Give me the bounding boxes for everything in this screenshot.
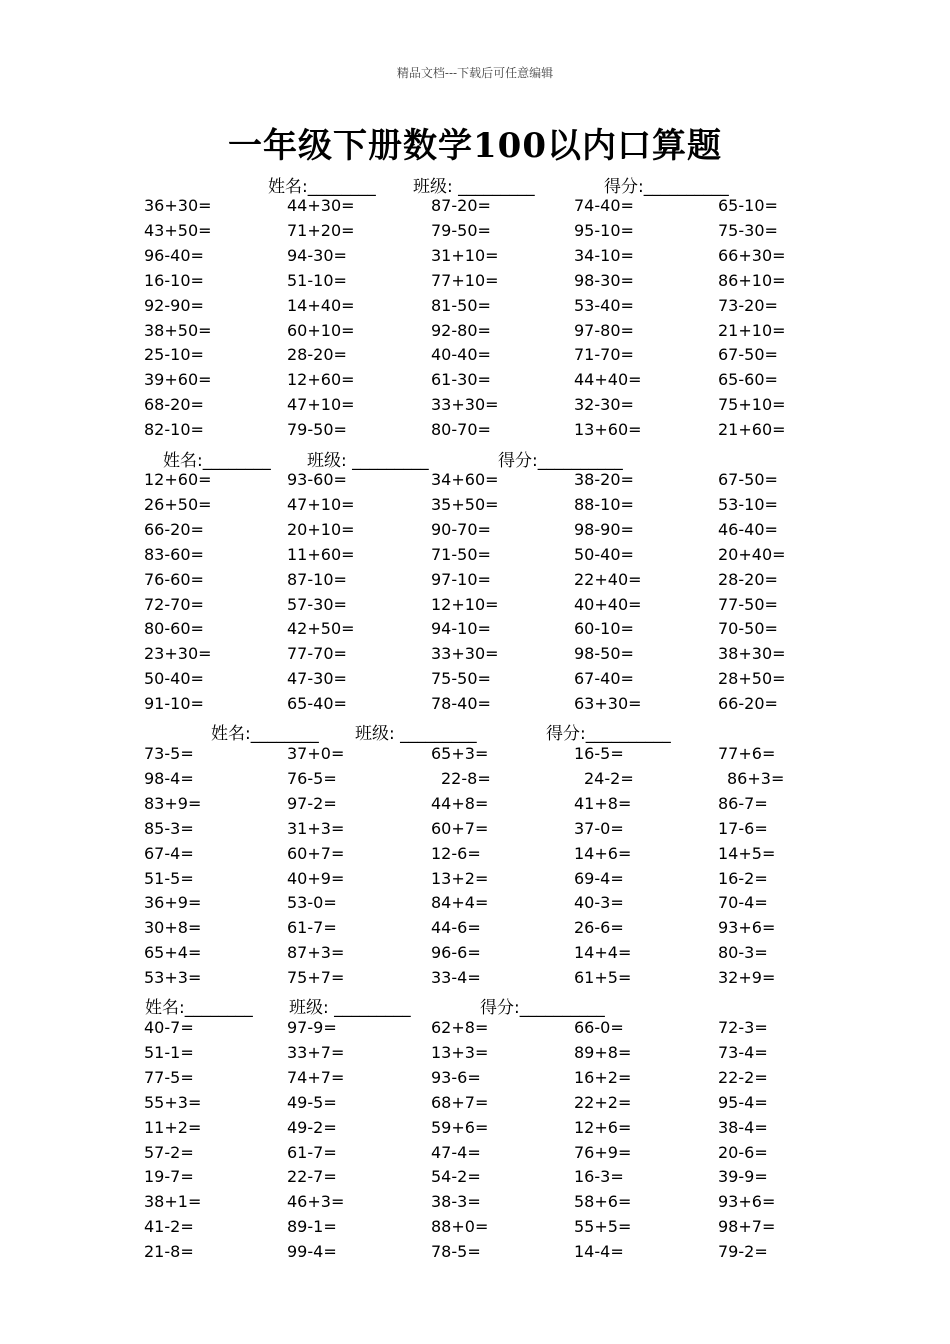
math-problem: 16-5=	[574, 744, 624, 763]
score-field: 得分:__________	[546, 724, 671, 744]
problem-row	[0, 246, 950, 271]
math-problem: 93-6=	[431, 1068, 481, 1087]
math-problem: 89+8=	[574, 1043, 632, 1062]
math-problem: 47-4=	[431, 1143, 481, 1162]
math-problem: 81-50=	[431, 296, 491, 315]
problem-row	[0, 819, 950, 844]
math-problem: 83+9=	[144, 794, 202, 813]
math-problem: 46-40=	[718, 520, 778, 539]
math-problem: 35+50=	[431, 495, 499, 514]
problem-row	[0, 1043, 950, 1068]
math-problem: 68+7=	[431, 1093, 489, 1112]
math-problem: 49-5=	[287, 1093, 337, 1112]
name-field: 姓名:________	[145, 998, 253, 1018]
math-problem: 84+4=	[431, 893, 489, 912]
math-problem: 77-5=	[144, 1068, 194, 1087]
math-problem: 87-20=	[431, 196, 491, 215]
math-problem: 90-70=	[431, 520, 491, 539]
problem-row	[0, 1242, 950, 1267]
math-problem: 13+60=	[574, 420, 642, 439]
math-problem: 88+0=	[431, 1217, 489, 1236]
math-problem: 97-10=	[431, 570, 491, 589]
math-problem: 24-2=	[584, 769, 634, 788]
math-problem: 70-4=	[718, 893, 768, 912]
math-problem: 66-20=	[144, 520, 204, 539]
problem-row	[0, 968, 950, 993]
math-problem: 34-10=	[574, 246, 634, 265]
problem-row	[0, 869, 950, 894]
math-problem: 16-2=	[718, 869, 768, 888]
math-problem: 26+50=	[144, 495, 212, 514]
problem-row	[0, 769, 950, 794]
math-problem: 59+6=	[431, 1118, 489, 1137]
math-problem: 19-7=	[144, 1167, 194, 1186]
math-problem: 66+30=	[718, 246, 786, 265]
math-problem: 33+7=	[287, 1043, 345, 1062]
problem-row	[0, 1118, 950, 1143]
math-problem: 61-7=	[287, 1143, 337, 1162]
math-problem: 65-10=	[718, 196, 778, 215]
math-problem: 47+10=	[287, 395, 355, 414]
math-problem: 37+0=	[287, 744, 345, 763]
math-problem: 79-2=	[718, 1242, 768, 1261]
header-note: 精品文档---下载后可任意编辑	[396, 66, 554, 80]
math-problem: 72-3=	[718, 1018, 768, 1037]
math-problem: 37-0=	[574, 819, 624, 838]
math-problem: 77-50=	[718, 595, 778, 614]
math-problem: 94-10=	[431, 619, 491, 638]
math-problem: 38-3=	[431, 1192, 481, 1211]
problem-row	[0, 221, 950, 246]
math-problem: 25-10=	[144, 345, 204, 364]
math-problem: 14-4=	[574, 1242, 624, 1261]
problem-row	[0, 1068, 950, 1093]
math-problem: 53+3=	[144, 968, 202, 987]
math-problem: 60+7=	[431, 819, 489, 838]
problem-row	[0, 196, 950, 221]
math-problem: 88-10=	[574, 495, 634, 514]
math-problem: 98-30=	[574, 271, 634, 290]
math-problem: 51-10=	[287, 271, 347, 290]
problem-row	[0, 1093, 950, 1118]
problem-row	[0, 694, 950, 719]
math-problem: 22+2=	[574, 1093, 632, 1112]
math-problem: 44+8=	[431, 794, 489, 813]
math-problem: 33+30=	[431, 395, 499, 414]
problem-row	[0, 619, 950, 644]
math-problem: 61-30=	[431, 370, 491, 389]
math-problem: 50-40=	[574, 545, 634, 564]
problem-row	[0, 893, 950, 918]
math-problem: 30+8=	[144, 918, 202, 937]
math-problem: 23+30=	[144, 644, 212, 663]
math-problem: 91-10=	[144, 694, 204, 713]
math-problem: 75-50=	[431, 669, 491, 688]
math-problem: 38-20=	[574, 470, 634, 489]
math-problem: 73-4=	[718, 1043, 768, 1062]
math-problem: 70-50=	[718, 619, 778, 638]
math-problem: 57-30=	[287, 595, 347, 614]
math-problem: 95-10=	[574, 221, 634, 240]
math-problem: 55+5=	[574, 1217, 632, 1236]
math-problem: 46+3=	[287, 1192, 345, 1211]
math-problem: 71-70=	[574, 345, 634, 364]
math-problem: 33-4=	[431, 968, 481, 987]
math-problem: 73-20=	[718, 296, 778, 315]
problem-row	[0, 1192, 950, 1217]
math-problem: 55+3=	[144, 1093, 202, 1112]
math-problem: 50-40=	[144, 669, 204, 688]
math-problem: 65-40=	[287, 694, 347, 713]
math-problem: 12+10=	[431, 595, 499, 614]
math-problem: 68-20=	[144, 395, 204, 414]
problem-row	[0, 669, 950, 694]
math-problem: 14+4=	[574, 943, 632, 962]
math-problem: 51-5=	[144, 869, 194, 888]
score-field: 得分:__________	[498, 451, 623, 471]
problem-row	[0, 1217, 950, 1242]
math-problem: 11+2=	[144, 1118, 202, 1137]
math-problem: 62+8=	[431, 1018, 489, 1037]
math-problem: 21-8=	[144, 1242, 194, 1261]
math-problem: 36+9=	[144, 893, 202, 912]
math-problem: 22-2=	[718, 1068, 768, 1087]
class-field: 班级: _________	[413, 177, 535, 197]
math-problem: 65-60=	[718, 370, 778, 389]
math-problem: 98-90=	[574, 520, 634, 539]
problem-row	[0, 918, 950, 943]
math-problem: 86+3=	[727, 769, 785, 788]
math-problem: 75-30=	[718, 221, 778, 240]
math-problem: 74+7=	[287, 1068, 345, 1087]
math-problem: 28-20=	[718, 570, 778, 589]
math-problem: 53-10=	[718, 495, 778, 514]
math-problem: 53-0=	[287, 893, 337, 912]
math-problem: 97-2=	[287, 794, 337, 813]
math-problem: 96-40=	[144, 246, 204, 265]
math-problem: 16-3=	[574, 1167, 624, 1186]
math-problem: 98-50=	[574, 644, 634, 663]
math-problem: 63+30=	[574, 694, 642, 713]
math-problem: 26-6=	[574, 918, 624, 937]
math-problem: 41-2=	[144, 1217, 194, 1236]
math-problem: 76-5=	[287, 769, 337, 788]
math-problem: 93-60=	[287, 470, 347, 489]
math-problem: 65+3=	[431, 744, 489, 763]
math-problem: 78-40=	[431, 694, 491, 713]
math-problem: 40-7=	[144, 1018, 194, 1037]
math-problem: 69-4=	[574, 869, 624, 888]
problem-row	[0, 1018, 950, 1043]
math-problem: 32-30=	[574, 395, 634, 414]
math-problem: 42+50=	[287, 619, 355, 638]
math-problem: 60+10=	[287, 321, 355, 340]
math-problem: 38+30=	[718, 644, 786, 663]
math-problem: 22+40=	[574, 570, 642, 589]
math-problem: 11+60=	[287, 545, 355, 564]
math-problem: 74-40=	[574, 196, 634, 215]
math-problem: 44+30=	[287, 196, 355, 215]
math-problem: 21+60=	[718, 420, 786, 439]
problem-row	[0, 570, 950, 595]
problem-row	[0, 495, 950, 520]
math-problem: 39+60=	[144, 370, 212, 389]
math-problem: 36+30=	[144, 196, 212, 215]
math-problem: 96-6=	[431, 943, 481, 962]
problem-row	[0, 844, 950, 869]
math-problem: 58+6=	[574, 1192, 632, 1211]
math-problem: 77-70=	[287, 644, 347, 663]
math-problem: 98+7=	[718, 1217, 776, 1236]
math-problem: 34+60=	[431, 470, 499, 489]
math-problem: 92-90=	[144, 296, 204, 315]
score-field: 得分:__________	[604, 177, 729, 197]
math-problem: 28+50=	[718, 669, 786, 688]
math-problem: 66-0=	[574, 1018, 624, 1037]
math-problem: 28-20=	[287, 345, 347, 364]
score-field: 得分:__________	[480, 998, 605, 1018]
math-problem: 72-70=	[144, 595, 204, 614]
problem-row	[0, 470, 950, 495]
math-problem: 97-9=	[287, 1018, 337, 1037]
math-problem: 76-60=	[144, 570, 204, 589]
math-problem: 83-60=	[144, 545, 204, 564]
math-problem: 71+20=	[287, 221, 355, 240]
math-problem: 40+9=	[287, 869, 345, 888]
class-field: 班级: _________	[355, 724, 477, 744]
math-problem: 67-50=	[718, 470, 778, 489]
math-problem: 85-3=	[144, 819, 194, 838]
math-problem: 60+7=	[287, 844, 345, 863]
math-problem: 95-4=	[718, 1093, 768, 1112]
math-problem: 51-1=	[144, 1043, 194, 1062]
math-problem: 61-7=	[287, 918, 337, 937]
math-problem: 31+3=	[287, 819, 345, 838]
problem-row	[0, 395, 950, 420]
math-problem: 99-4=	[287, 1242, 337, 1261]
math-problem: 97-80=	[574, 321, 634, 340]
class-field: 班级: _________	[307, 451, 429, 471]
class-field: 班级: _________	[289, 998, 411, 1018]
math-problem: 38-4=	[718, 1118, 768, 1137]
math-problem: 40-3=	[574, 893, 624, 912]
math-problem: 76+9=	[574, 1143, 632, 1162]
math-problem: 54-2=	[431, 1167, 481, 1186]
math-problem: 93+6=	[718, 1192, 776, 1211]
math-problem: 77+6=	[718, 744, 776, 763]
problem-row	[0, 321, 950, 346]
math-problem: 41+8=	[574, 794, 632, 813]
math-problem: 80-70=	[431, 420, 491, 439]
math-problem: 44-6=	[431, 918, 481, 937]
math-problem: 65+4=	[144, 943, 202, 962]
math-problem: 86-7=	[718, 794, 768, 813]
math-problem: 87-10=	[287, 570, 347, 589]
math-problem: 67-50=	[718, 345, 778, 364]
problem-row	[0, 420, 950, 445]
math-problem: 67-40=	[574, 669, 634, 688]
math-problem: 39-9=	[718, 1167, 768, 1186]
math-problem: 79-50=	[431, 221, 491, 240]
math-problem: 61+5=	[574, 968, 632, 987]
math-problem: 57-2=	[144, 1143, 194, 1162]
math-problem: 80-3=	[718, 943, 768, 962]
problem-row	[0, 1143, 950, 1168]
math-problem: 38+50=	[144, 321, 212, 340]
problem-row	[0, 271, 950, 296]
math-problem: 12+60=	[287, 370, 355, 389]
problem-row	[0, 644, 950, 669]
math-problem: 67-4=	[144, 844, 194, 863]
math-problem: 86+10=	[718, 271, 786, 290]
problem-row	[0, 744, 950, 769]
math-problem: 53-40=	[574, 296, 634, 315]
problem-row	[0, 1167, 950, 1192]
math-problem: 22-8=	[441, 769, 491, 788]
math-problem: 82-10=	[144, 420, 204, 439]
math-problem: 38+1=	[144, 1192, 202, 1211]
math-problem: 40-40=	[431, 345, 491, 364]
math-problem: 78-5=	[431, 1242, 481, 1261]
math-problem: 16+2=	[574, 1068, 632, 1087]
math-problem: 73-5=	[144, 744, 194, 763]
math-problem: 71-50=	[431, 545, 491, 564]
math-problem: 32+9=	[718, 968, 776, 987]
problem-row	[0, 370, 950, 395]
math-problem: 77+10=	[431, 271, 499, 290]
math-problem: 14+6=	[574, 844, 632, 863]
math-problem: 92-80=	[431, 321, 491, 340]
math-problem: 44+40=	[574, 370, 642, 389]
math-problem: 47+10=	[287, 495, 355, 514]
problem-row	[0, 520, 950, 545]
math-problem: 87+3=	[287, 943, 345, 962]
math-problem: 12+60=	[144, 470, 212, 489]
math-problem: 89-1=	[287, 1217, 337, 1236]
math-problem: 13+2=	[431, 869, 489, 888]
math-problem: 80-60=	[144, 619, 204, 638]
math-problem: 31+10=	[431, 246, 499, 265]
math-problem: 16-10=	[144, 271, 204, 290]
problem-row	[0, 943, 950, 968]
math-problem: 43+50=	[144, 221, 212, 240]
name-field: 姓名:________	[211, 724, 319, 744]
math-problem: 60-10=	[574, 619, 634, 638]
name-field: 姓名:________	[163, 451, 271, 471]
math-problem: 13+3=	[431, 1043, 489, 1062]
problem-row	[0, 545, 950, 570]
math-problem: 47-30=	[287, 669, 347, 688]
math-problem: 20+40=	[718, 545, 786, 564]
math-problem: 12+6=	[574, 1118, 632, 1137]
math-problem: 14+5=	[718, 844, 776, 863]
math-problem: 12-6=	[431, 844, 481, 863]
problem-row	[0, 345, 950, 370]
math-problem: 21+10=	[718, 321, 786, 340]
math-problem: 98-4=	[144, 769, 194, 788]
math-problem: 75+7=	[287, 968, 345, 987]
math-problem: 17-6=	[718, 819, 768, 838]
math-problem: 22-7=	[287, 1167, 337, 1186]
problem-row	[0, 794, 950, 819]
problem-row	[0, 595, 950, 620]
math-problem: 40+40=	[574, 595, 642, 614]
math-problem: 93+6=	[718, 918, 776, 937]
math-problem: 33+30=	[431, 644, 499, 663]
math-problem: 75+10=	[718, 395, 786, 414]
page-title: 一年级下册数学100以内口算题	[228, 126, 722, 166]
problem-row	[0, 296, 950, 321]
math-problem: 94-30=	[287, 246, 347, 265]
math-problem: 20+10=	[287, 520, 355, 539]
math-problem: 20-6=	[718, 1143, 768, 1162]
math-problem: 49-2=	[287, 1118, 337, 1137]
math-problem: 66-20=	[718, 694, 778, 713]
math-problem: 79-50=	[287, 420, 347, 439]
name-field: 姓名:________	[268, 177, 376, 197]
math-problem: 14+40=	[287, 296, 355, 315]
